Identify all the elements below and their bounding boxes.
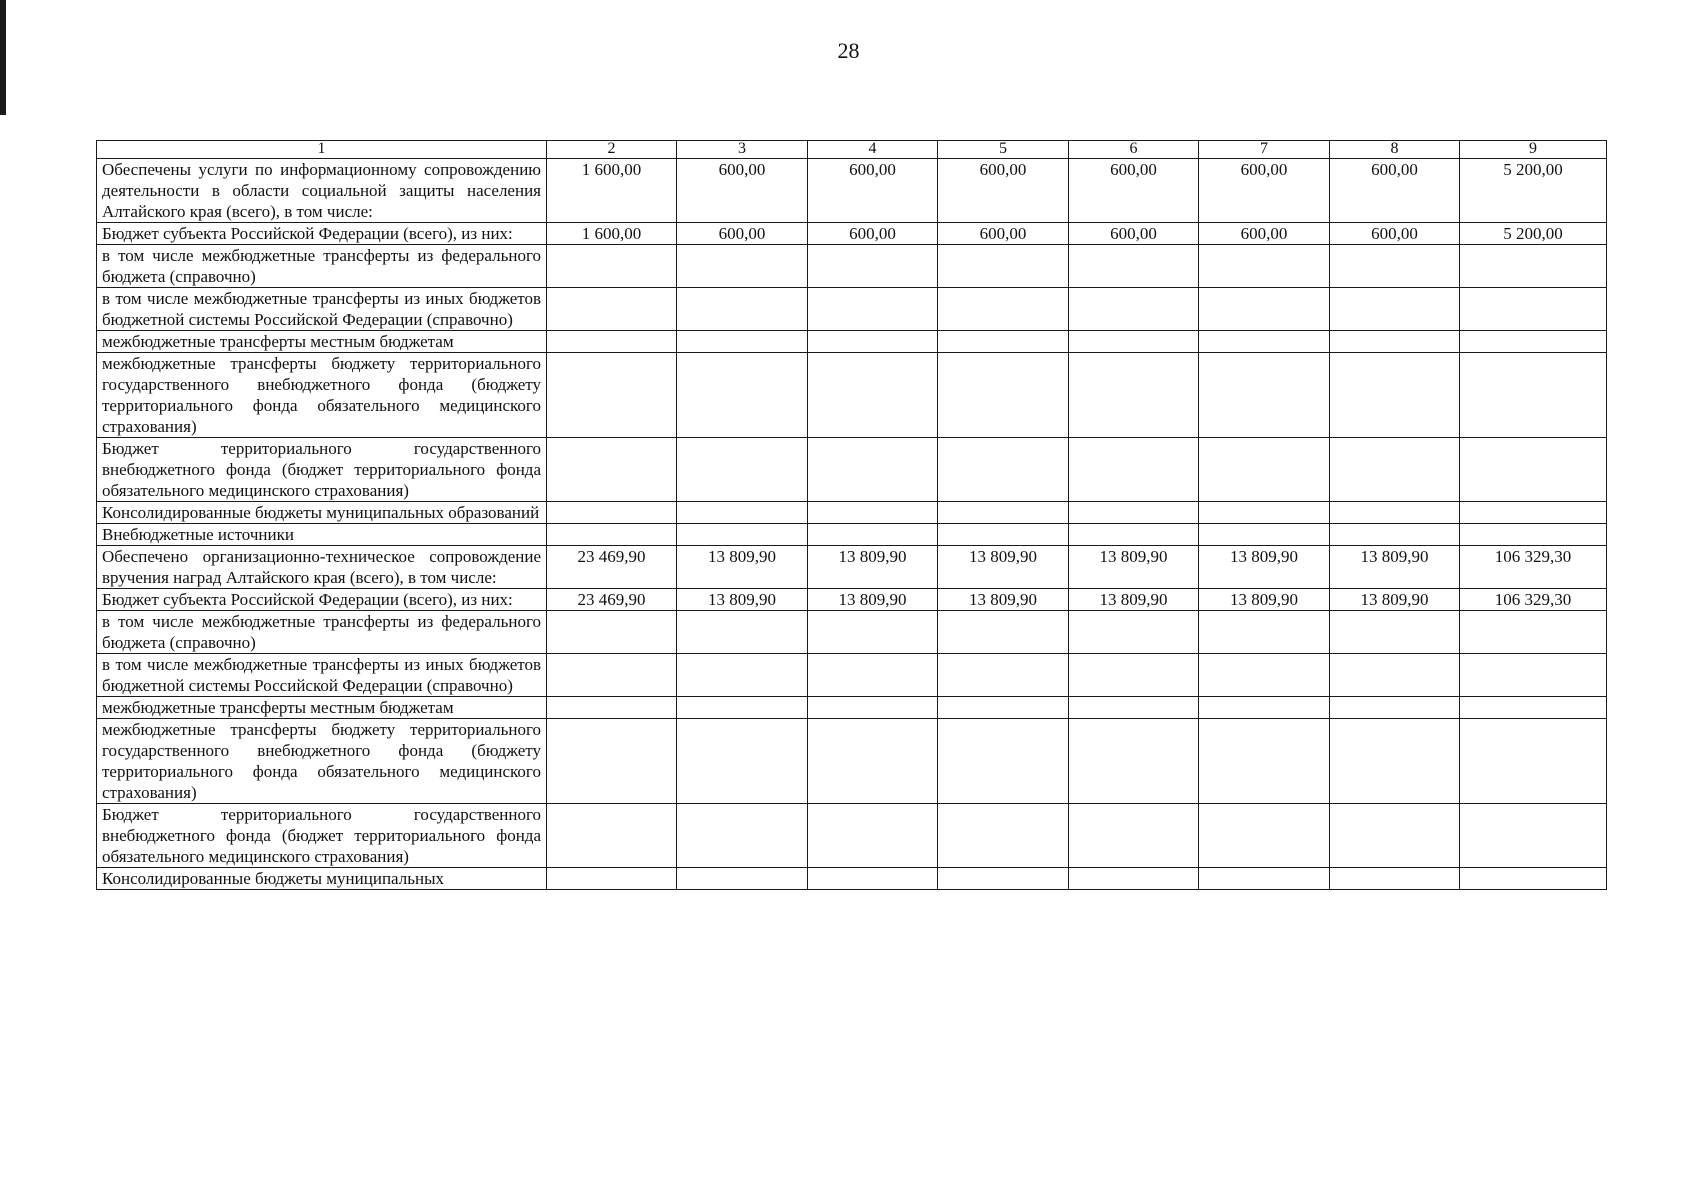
value-cell (547, 697, 677, 719)
value-cell (547, 353, 677, 438)
value-cell (1199, 654, 1330, 697)
value-cell: 5 200,00 (1460, 159, 1607, 223)
value-cell: 600,00 (677, 159, 808, 223)
value-cell (1460, 868, 1607, 890)
table-row (97, 502, 1607, 524)
value-cell (938, 804, 1069, 868)
value-cell (1460, 524, 1607, 546)
value-cell: 13 809,90 (1199, 546, 1330, 589)
value-cell: 13 809,90 (1069, 589, 1199, 611)
row-label: Бюджет субъекта Российской Федерации (всего), из них: (97, 589, 547, 611)
value-cell: 600,00 (808, 159, 938, 223)
value-cell (808, 288, 938, 331)
value-cell (547, 524, 677, 546)
value-cell (677, 502, 808, 524)
value-cell: 106 329,30 (1460, 589, 1607, 611)
value-cell (547, 719, 677, 804)
value-cell (1199, 331, 1330, 353)
value-cell: 13 809,90 (1330, 589, 1460, 611)
value-cell (938, 245, 1069, 288)
value-cell (547, 611, 677, 654)
value-cell: 23 469,90 (547, 589, 677, 611)
value-cell (808, 438, 938, 502)
value-cell (1330, 288, 1460, 331)
value-cell (1460, 245, 1607, 288)
value-cell: 13 809,90 (938, 546, 1069, 589)
value-cell (1330, 697, 1460, 719)
row-label: Консолидированные бюджеты муниципальных (97, 868, 547, 890)
column-number: 7 (1199, 141, 1330, 159)
value-cell (1199, 288, 1330, 331)
value-cell (547, 438, 677, 502)
value-cell: 600,00 (1199, 159, 1330, 223)
table-row (97, 353, 1607, 438)
table-body (97, 141, 1607, 890)
value-cell (808, 502, 938, 524)
value-cell (1069, 697, 1199, 719)
value-cell (1460, 654, 1607, 697)
value-cell: 1 600,00 (547, 223, 677, 245)
value-cell (677, 719, 808, 804)
value-cell (1199, 804, 1330, 868)
value-cell (1330, 654, 1460, 697)
value-cell (1460, 331, 1607, 353)
column-number: 8 (1330, 141, 1460, 159)
value-cell (677, 524, 808, 546)
value-cell (1199, 697, 1330, 719)
value-cell: 13 809,90 (1069, 546, 1199, 589)
value-cell (808, 719, 938, 804)
value-cell (1069, 353, 1199, 438)
value-cell (1199, 611, 1330, 654)
value-cell (1069, 331, 1199, 353)
value-cell (1199, 868, 1330, 890)
value-cell (1069, 502, 1199, 524)
value-cell (808, 524, 938, 546)
row-label: Обеспечены услуги по информационному сопровождению деятельности в области социальной защиты населения Алтайского края (всего), в том числе: (97, 159, 547, 223)
value-cell (547, 245, 677, 288)
value-cell (938, 438, 1069, 502)
value-cell (1069, 804, 1199, 868)
value-cell (808, 611, 938, 654)
value-cell (1330, 353, 1460, 438)
value-cell (1069, 245, 1199, 288)
value-cell (1069, 654, 1199, 697)
row-label: Бюджет территориального государственного внебюджетного фонда (бюджет территориального фонда обязательного медицинского страхования) (97, 804, 547, 868)
column-number: 9 (1460, 141, 1607, 159)
value-cell: 600,00 (1330, 159, 1460, 223)
value-cell (677, 245, 808, 288)
budget-table (96, 140, 1607, 890)
column-number: 6 (1069, 141, 1199, 159)
value-cell (1199, 353, 1330, 438)
table-row (97, 697, 1607, 719)
value-cell (677, 288, 808, 331)
value-cell: 600,00 (1069, 159, 1199, 223)
value-cell: 13 809,90 (808, 546, 938, 589)
row-label: в том числе межбюджетные трансферты из иных бюджетов бюджетной системы Российской Федерации (справочно) (97, 654, 547, 697)
row-label: межбюджетные трансферты местным бюджетам (97, 331, 547, 353)
value-cell (808, 868, 938, 890)
value-cell (677, 697, 808, 719)
value-cell (677, 868, 808, 890)
value-cell: 13 809,90 (938, 589, 1069, 611)
value-cell (1330, 524, 1460, 546)
value-cell (1069, 868, 1199, 890)
column-number: 4 (808, 141, 938, 159)
value-cell: 600,00 (938, 159, 1069, 223)
table-row (97, 654, 1607, 697)
value-cell: 106 329,30 (1460, 546, 1607, 589)
value-cell (677, 611, 808, 654)
value-cell: 13 809,90 (677, 589, 808, 611)
value-cell (938, 868, 1069, 890)
value-cell (547, 331, 677, 353)
table-row (97, 868, 1607, 890)
value-cell (1460, 438, 1607, 502)
value-cell (547, 654, 677, 697)
row-label: Обеспечено организационно-техническое сопровождение вручения наград Алтайского края (всего), в том числе: (97, 546, 547, 589)
value-cell (547, 868, 677, 890)
row-label: межбюджетные трансферты бюджету территориального государственного внебюджетного фонда (бюджету территориального фонда обязательного медицинского страхования) (97, 719, 547, 804)
value-cell (1460, 804, 1607, 868)
value-cell (1460, 502, 1607, 524)
value-cell (1069, 611, 1199, 654)
value-cell (808, 654, 938, 697)
table-row (97, 804, 1607, 868)
value-cell: 600,00 (677, 223, 808, 245)
value-cell (547, 502, 677, 524)
value-cell (1199, 438, 1330, 502)
table-row (97, 611, 1607, 654)
value-cell (677, 331, 808, 353)
value-cell: 600,00 (808, 223, 938, 245)
row-label: Бюджет субъекта Российской Федерации (всего), из них: (97, 223, 547, 245)
value-cell: 13 809,90 (808, 589, 938, 611)
value-cell (1460, 353, 1607, 438)
value-cell (1199, 719, 1330, 804)
value-cell (547, 804, 677, 868)
value-cell (1069, 288, 1199, 331)
value-cell (1460, 288, 1607, 331)
value-cell (1069, 438, 1199, 502)
value-cell (938, 524, 1069, 546)
value-cell (1460, 611, 1607, 654)
value-cell (1199, 524, 1330, 546)
row-label: межбюджетные трансферты местным бюджетам (97, 697, 547, 719)
row-label: Бюджет территориального государственного внебюджетного фонда (бюджет территориального фонда обязательного медицинского страхования) (97, 438, 547, 502)
value-cell (938, 719, 1069, 804)
value-cell (938, 611, 1069, 654)
value-cell (938, 353, 1069, 438)
value-cell (1330, 719, 1460, 804)
value-cell (677, 438, 808, 502)
value-cell: 13 809,90 (1330, 546, 1460, 589)
table-row (97, 245, 1607, 288)
table-row (97, 223, 1607, 245)
row-label: в том числе межбюджетные трансферты из федерального бюджета (справочно) (97, 611, 547, 654)
table-row (97, 589, 1607, 611)
table-row (97, 524, 1607, 546)
value-cell: 13 809,90 (1199, 589, 1330, 611)
value-cell (938, 288, 1069, 331)
value-cell (1330, 502, 1460, 524)
value-cell: 1 600,00 (547, 159, 677, 223)
column-number: 2 (547, 141, 677, 159)
table-row (97, 546, 1607, 589)
value-cell (1069, 524, 1199, 546)
column-number: 3 (677, 141, 808, 159)
table-row (97, 288, 1607, 331)
value-cell (1460, 719, 1607, 804)
value-cell (808, 804, 938, 868)
value-cell (677, 804, 808, 868)
value-cell (938, 654, 1069, 697)
value-cell (1069, 719, 1199, 804)
value-cell: 600,00 (1069, 223, 1199, 245)
value-cell: 23 469,90 (547, 546, 677, 589)
value-cell (808, 353, 938, 438)
table-row (97, 159, 1607, 223)
table-row (97, 438, 1607, 502)
row-label: в том числе межбюджетные трансферты из иных бюджетов бюджетной системы Российской Федерации (справочно) (97, 288, 547, 331)
value-cell (808, 331, 938, 353)
value-cell: 600,00 (1330, 223, 1460, 245)
value-cell (938, 331, 1069, 353)
value-cell: 13 809,90 (677, 546, 808, 589)
value-cell: 600,00 (1199, 223, 1330, 245)
value-cell (1330, 438, 1460, 502)
value-cell (1330, 804, 1460, 868)
row-label: в том числе межбюджетные трансферты из федерального бюджета (справочно) (97, 245, 547, 288)
value-cell: 600,00 (938, 223, 1069, 245)
value-cell (1330, 868, 1460, 890)
value-cell (938, 697, 1069, 719)
value-cell (1330, 245, 1460, 288)
value-cell (1199, 502, 1330, 524)
column-number: 5 (938, 141, 1069, 159)
row-label: Внебюджетные источники (97, 524, 547, 546)
value-cell (1330, 331, 1460, 353)
value-cell (938, 502, 1069, 524)
value-cell (1460, 697, 1607, 719)
row-label: межбюджетные трансферты бюджету территориального государственного внебюджетного фонда (бюджету территориального фонда обязательного медицинского страхования) (97, 353, 547, 438)
value-cell (808, 245, 938, 288)
value-cell (677, 654, 808, 697)
table-row (97, 331, 1607, 353)
value-cell (808, 697, 938, 719)
value-cell (1199, 245, 1330, 288)
value-cell: 5 200,00 (1460, 223, 1607, 245)
page-number: 28 (837, 38, 860, 63)
value-cell (677, 353, 808, 438)
value-cell (547, 288, 677, 331)
column-number-row (97, 141, 1607, 159)
value-cell (1330, 611, 1460, 654)
column-number: 1 (97, 141, 547, 159)
table-row (97, 719, 1607, 804)
row-label: Консолидированные бюджеты муниципальных образований (97, 502, 547, 524)
